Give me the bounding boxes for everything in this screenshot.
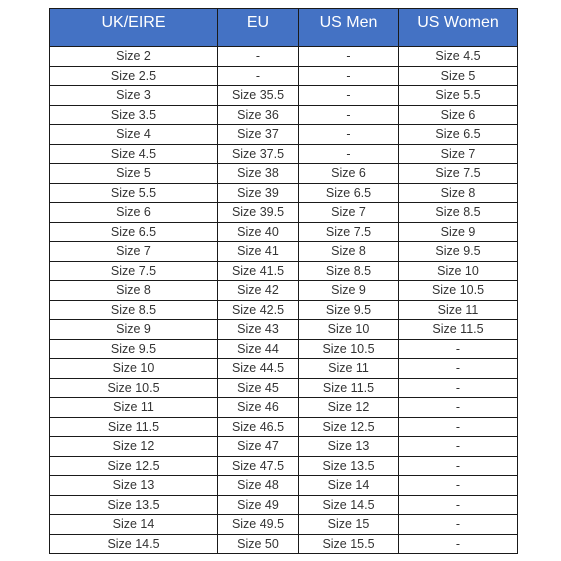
cell-eu: Size 39.5 xyxy=(218,203,299,223)
cell-eu: Size 43 xyxy=(218,320,299,340)
cell-uk-eire: Size 12 xyxy=(50,437,218,457)
cell-us-men: Size 15.5 xyxy=(299,534,399,554)
cell-us-men: Size 13.5 xyxy=(299,456,399,476)
cell-uk-eire: Size 9 xyxy=(50,320,218,340)
table-row xyxy=(50,476,518,496)
cell-us-women: - xyxy=(399,339,518,359)
cell-uk-eire: Size 10.5 xyxy=(50,378,218,398)
cell-eu: Size 36 xyxy=(218,105,299,125)
header-row xyxy=(50,9,518,47)
cell-eu: Size 44 xyxy=(218,339,299,359)
cell-us-women: - xyxy=(399,398,518,418)
cell-us-women: Size 5 xyxy=(399,66,518,86)
table-row xyxy=(50,300,518,320)
cell-uk-eire: Size 8 xyxy=(50,281,218,301)
cell-eu: Size 37 xyxy=(218,125,299,145)
cell-eu: Size 35.5 xyxy=(218,86,299,106)
cell-uk-eire: Size 11 xyxy=(50,398,218,418)
cell-uk-eire: Size 2 xyxy=(50,47,218,67)
cell-eu: Size 42 xyxy=(218,281,299,301)
table-row xyxy=(50,222,518,242)
table-row xyxy=(50,398,518,418)
table-row xyxy=(50,339,518,359)
cell-us-men: Size 11 xyxy=(299,359,399,379)
cell-uk-eire: Size 5.5 xyxy=(50,183,218,203)
table-row xyxy=(50,417,518,437)
cell-us-women: - xyxy=(399,456,518,476)
cell-eu: - xyxy=(218,66,299,86)
cell-uk-eire: Size 8.5 xyxy=(50,300,218,320)
table-row xyxy=(50,261,518,281)
cell-uk-eire: Size 9.5 xyxy=(50,339,218,359)
cell-uk-eire: Size 13 xyxy=(50,476,218,496)
cell-us-men: - xyxy=(299,105,399,125)
cell-uk-eire: Size 4 xyxy=(50,125,218,145)
cell-uk-eire: Size 6 xyxy=(50,203,218,223)
cell-eu: Size 50 xyxy=(218,534,299,554)
cell-us-men: - xyxy=(299,86,399,106)
cell-uk-eire: Size 12.5 xyxy=(50,456,218,476)
table-row xyxy=(50,66,518,86)
cell-us-women: Size 10 xyxy=(399,261,518,281)
table-row xyxy=(50,515,518,535)
header-uk-eire: UK/EIRE xyxy=(50,9,218,47)
cell-us-women: Size 10.5 xyxy=(399,281,518,301)
table-row xyxy=(50,534,518,554)
cell-us-men: Size 7.5 xyxy=(299,222,399,242)
cell-us-men: Size 14 xyxy=(299,476,399,496)
cell-eu: Size 49.5 xyxy=(218,515,299,535)
cell-us-men: Size 8.5 xyxy=(299,261,399,281)
cell-us-women: Size 6.5 xyxy=(399,125,518,145)
cell-uk-eire: Size 3.5 xyxy=(50,105,218,125)
cell-uk-eire: Size 13.5 xyxy=(50,495,218,515)
table-row xyxy=(50,437,518,457)
cell-eu: Size 44.5 xyxy=(218,359,299,379)
cell-eu: Size 41 xyxy=(218,242,299,262)
cell-us-men: - xyxy=(299,66,399,86)
cell-uk-eire: Size 7.5 xyxy=(50,261,218,281)
cell-us-men: Size 13 xyxy=(299,437,399,457)
cell-us-women: Size 11.5 xyxy=(399,320,518,340)
table-row xyxy=(50,320,518,340)
cell-eu: Size 37.5 xyxy=(218,144,299,164)
cell-uk-eire: Size 7 xyxy=(50,242,218,262)
cell-eu: Size 49 xyxy=(218,495,299,515)
cell-us-women: - xyxy=(399,476,518,496)
cell-us-men: Size 10.5 xyxy=(299,339,399,359)
cell-eu: Size 42.5 xyxy=(218,300,299,320)
cell-us-men: Size 15 xyxy=(299,515,399,535)
cell-us-men: Size 14.5 xyxy=(299,495,399,515)
cell-us-men: Size 7 xyxy=(299,203,399,223)
cell-eu: Size 41.5 xyxy=(218,261,299,281)
cell-eu: Size 38 xyxy=(218,164,299,184)
table-row xyxy=(50,378,518,398)
cell-us-women: - xyxy=(399,378,518,398)
cell-uk-eire: Size 3 xyxy=(50,86,218,106)
table-row xyxy=(50,183,518,203)
cell-us-women: Size 7.5 xyxy=(399,164,518,184)
cell-uk-eire: Size 6.5 xyxy=(50,222,218,242)
cell-us-women: Size 9.5 xyxy=(399,242,518,262)
cell-us-men: - xyxy=(299,47,399,67)
table-row xyxy=(50,47,518,67)
cell-eu: Size 46.5 xyxy=(218,417,299,437)
cell-us-men: Size 11.5 xyxy=(299,378,399,398)
cell-us-women: - xyxy=(399,515,518,535)
cell-uk-eire: Size 14 xyxy=(50,515,218,535)
header-us-women: US Women xyxy=(399,9,518,47)
cell-eu: Size 39 xyxy=(218,183,299,203)
cell-us-women: - xyxy=(399,437,518,457)
cell-us-women: Size 7 xyxy=(399,144,518,164)
header-us-men: US Men xyxy=(299,9,399,47)
table-row xyxy=(50,281,518,301)
cell-us-men: Size 12.5 xyxy=(299,417,399,437)
cell-us-women: Size 6 xyxy=(399,105,518,125)
cell-eu: Size 40 xyxy=(218,222,299,242)
cell-us-women: - xyxy=(399,359,518,379)
cell-eu: Size 47.5 xyxy=(218,456,299,476)
cell-eu: Size 48 xyxy=(218,476,299,496)
cell-uk-eire: Size 4.5 xyxy=(50,144,218,164)
cell-us-men: Size 9 xyxy=(299,281,399,301)
cell-us-men: - xyxy=(299,125,399,145)
table-row xyxy=(50,203,518,223)
cell-eu: Size 46 xyxy=(218,398,299,418)
table-row xyxy=(50,105,518,125)
cell-us-women: - xyxy=(399,534,518,554)
cell-us-men: Size 6 xyxy=(299,164,399,184)
cell-us-men: Size 10 xyxy=(299,320,399,340)
cell-us-men: Size 12 xyxy=(299,398,399,418)
cell-us-women: - xyxy=(399,495,518,515)
cell-us-men: Size 9.5 xyxy=(299,300,399,320)
table-row xyxy=(50,456,518,476)
cell-us-men: - xyxy=(299,144,399,164)
table-row xyxy=(50,164,518,184)
cell-us-women: Size 11 xyxy=(399,300,518,320)
cell-us-women: Size 9 xyxy=(399,222,518,242)
table-row xyxy=(50,144,518,164)
cell-eu: Size 47 xyxy=(218,437,299,457)
cell-uk-eire: Size 5 xyxy=(50,164,218,184)
cell-uk-eire: Size 10 xyxy=(50,359,218,379)
table-row xyxy=(50,359,518,379)
cell-us-men: Size 8 xyxy=(299,242,399,262)
table-row xyxy=(50,495,518,515)
size-conversion-table xyxy=(49,8,518,554)
cell-uk-eire: Size 11.5 xyxy=(50,417,218,437)
table-row xyxy=(50,125,518,145)
size-chart xyxy=(49,8,517,554)
cell-eu: Size 45 xyxy=(218,378,299,398)
cell-us-women: Size 8.5 xyxy=(399,203,518,223)
cell-us-women: Size 5.5 xyxy=(399,86,518,106)
cell-eu: - xyxy=(218,47,299,67)
cell-uk-eire: Size 2.5 xyxy=(50,66,218,86)
cell-uk-eire: Size 14.5 xyxy=(50,534,218,554)
table-row xyxy=(50,242,518,262)
cell-us-women: Size 8 xyxy=(399,183,518,203)
table-row xyxy=(50,86,518,106)
cell-us-men: Size 6.5 xyxy=(299,183,399,203)
cell-us-women: Size 4.5 xyxy=(399,47,518,67)
table-body xyxy=(50,47,518,554)
header-eu: EU xyxy=(218,9,299,47)
cell-us-women: - xyxy=(399,417,518,437)
